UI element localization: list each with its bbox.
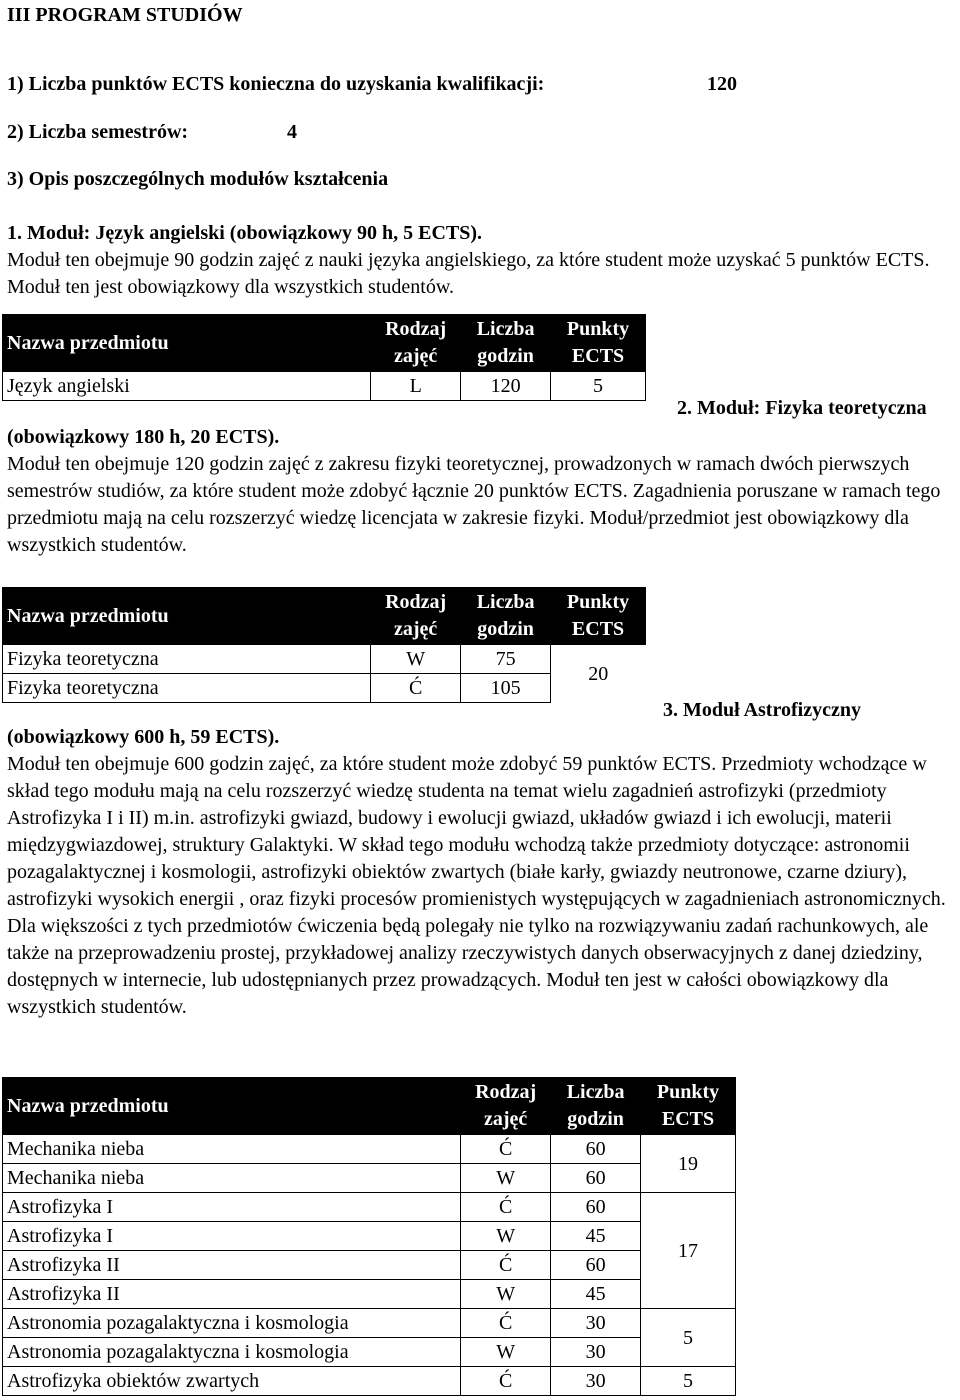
ects-points: 5 [641,1309,736,1367]
hours: 45 [551,1280,641,1309]
class-type: W [461,1164,551,1193]
table-header-row [3,588,646,645]
subject-name: Astronomia pozagalaktyczna i kosmologia [3,1338,461,1367]
table-row [3,1164,736,1193]
module1-title: 1. Moduł: Język angielski (obowiązkowy 90 h, 5 ECTS). [7,222,483,244]
table-row [3,1367,736,1396]
section-heading: III PROGRAM STUDIÓW [7,4,243,26]
hours: 60 [551,1164,641,1193]
table-header-row [3,1078,736,1135]
module1-description: Moduł ten obejmuje 90 godzin zajęć z nauki języka angielskiego, za które student może uzyskać 5 punktów ECTS. Moduł ten jest obowiązkowy dla wszystkich studentów. [7,249,930,298]
ects-points: 19 [641,1135,736,1193]
hours: 30 [551,1338,641,1367]
class-type: Ć [461,1309,551,1338]
hours: 30 [551,1309,641,1338]
module3-subtitle: (obowiązkowy 600 h, 59 ECTS). [7,726,280,748]
hours: 60 [551,1251,641,1280]
header-class-type: Rodzaj zajęć [461,1078,551,1135]
subject-name: Astronomia pozagalaktyczna i kosmologia [3,1309,461,1338]
class-type: Ć [371,674,461,703]
header-hours: Liczba godzin [551,1078,641,1135]
hours: 60 [551,1135,641,1164]
hours: 75 [461,645,551,674]
semesters-label: 2) Liczba semestrów: [7,121,189,143]
class-type: W [461,1280,551,1309]
module3-title: 3. Moduł Astrofizyczny [663,699,861,721]
header-hours: Liczba godzin [461,315,551,372]
class-type: Ć [461,1135,551,1164]
subject-name: Astrofizyka I [3,1193,461,1222]
ects-points: 20 [551,645,646,703]
subject-name: Fizyka teoretyczna [3,674,371,703]
table-header-row [3,315,646,372]
class-type: W [371,645,461,674]
class-type: L [371,372,461,401]
table-row [3,674,646,703]
hours: 120 [461,372,551,401]
subject-name: Astrofizyka II [3,1251,461,1280]
class-type: W [461,1222,551,1251]
subject-name: Astrofizyka obiektów zwartych [3,1367,461,1396]
subject-name: Mechanika nieba [3,1164,461,1193]
header-ects: Punkty ECTS [551,315,646,372]
hours: 30 [551,1367,641,1396]
header-subject-name: Nazwa przedmiotu [3,1078,461,1135]
semesters-value: 4 [287,121,297,143]
hours: 105 [461,674,551,703]
subject-name: Astrofizyka I [3,1222,461,1251]
class-type: Ć [461,1251,551,1280]
ects-points: 17 [641,1193,736,1309]
ects-points: 5 [641,1367,736,1396]
subject-name: Fizyka teoretyczna [3,645,371,674]
module2-table [2,587,646,703]
ects-required-value: 120 [707,73,737,95]
hours: 45 [551,1222,641,1251]
table-row [3,1309,736,1338]
class-type: Ć [461,1193,551,1222]
table-row [3,1222,736,1251]
module3-table [2,1077,736,1396]
module2-title: 2. Moduł: Fizyka teoretyczna [677,397,927,419]
module1-table [2,314,646,401]
header-class-type: Rodzaj zajęć [371,315,461,372]
module2-subtitle: (obowiązkowy 180 h, 20 ECTS). [7,426,280,448]
ects-required-label: 1) Liczba punktów ECTS konieczna do uzyskania kwalifikacji: [7,73,545,95]
table-row [3,1338,736,1367]
table-row [3,1135,736,1164]
hours: 60 [551,1193,641,1222]
subject-name: Astrofizyka II [3,1280,461,1309]
table-row [3,1280,736,1309]
table-row [3,372,646,401]
modules-description-label: 3) Opis poszczególnych modułów kształcenia [7,168,389,190]
table-row [3,1251,736,1280]
module2-description: Moduł ten obejmuje 120 godzin zajęć z zakresu fizyki teoretycznej, prowadzonych w ramach dwóch pierwszych semestrów studiów, za które student może zdobyć łącznie 20 punktów ECTS. Zagadnienia poruszane w ramach tego przedmiotu mają na celu rozszerzyć wiedzę licencjata w zakresie fizyki. Moduł/przedmiot jest obowiązkowy dla wszystkich studentów. [7,453,941,556]
class-type: W [461,1338,551,1367]
header-ects: Punkty ECTS [641,1078,736,1135]
header-ects: Punkty ECTS [551,588,646,645]
table-row [3,645,646,674]
subject-name: Mechanika nieba [3,1135,461,1164]
header-hours: Liczba godzin [461,588,551,645]
table-row [3,1193,736,1222]
ects-points: 5 [551,372,646,401]
header-subject-name: Nazwa przedmiotu [3,315,371,372]
class-type: Ć [461,1367,551,1396]
header-subject-name: Nazwa przedmiotu [3,588,371,645]
module3-description: Moduł ten obejmuje 600 godzin zajęć, za które student może zdobyć 59 punktów ECTS. Przedmioty wchodzące w skład tego modułu mają na celu rozszerzyć wiedzę studenta na temat wielu zagadnień astrofizyki (przedmioty Astrofizyka I i II) m.in. astrofizyki gwiazd, budowy i ewolucji gwiazd, układów gwiazd i ich ewolucji, materii międzygwiazdowej, struktury Galaktyki. W skład tego modułu wchodzą także przedmioty dotyczące: astronomii pozagalaktycznej i kosmologii, astrofizyki obiektów zwartych (białe karły, gwiazdy neutronowe, czarne dziury), astrofizyki wysokich energii , oraz fizyki procesów promienistych występujących w zagadnieniach astronomicznych. Dla większości z tych przedmiotów ćwiczenia będą polegały nie tylko na rozwiązywaniu zadań rachunkowych, ale także na przeprowadzeniu prostej, przykładowej analizy rzeczywistych danych obserwacyjnych z danej dziedziny, dostępnych w internecie, lub udostępnianych przez prowadzących. Moduł ten jest w całości obowiązkowy dla wszystkich studentów. [7,753,946,1018]
header-class-type: Rodzaj zajęć [371,588,461,645]
subject-name: Język angielski [3,372,371,401]
